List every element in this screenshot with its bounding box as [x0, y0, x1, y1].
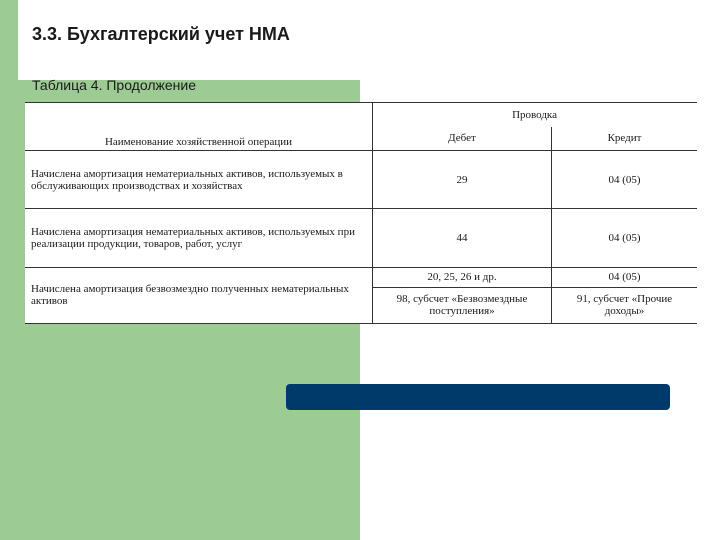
debit-cell: 29 — [373, 151, 552, 209]
credit-cell: 91, субсчет «Прочие доходы» — [576, 293, 673, 318]
credit-cell: 04 (05) — [608, 271, 641, 284]
header-debit: Дебет — [373, 127, 552, 151]
credit-cell: 04 (05) — [608, 173, 641, 186]
debit-cell: 98, субсчет «Безвозмездные поступления» — [373, 287, 552, 323]
table-caption: Таблица 4. Продолжение — [32, 77, 196, 93]
header-operation: Наименование хозяйственной операции — [25, 103, 373, 151]
operation-cell: Начислена амортизация нематериальных активов, используемых в обслуживающих производствах и хозяйствах — [25, 151, 373, 209]
table-row — [25, 209, 697, 267]
table-row — [25, 151, 697, 209]
debit-cell: 44 — [373, 209, 552, 267]
debit-cell: 20, 25, 26 и др. — [373, 267, 552, 287]
header-posting: Проводка — [512, 108, 557, 121]
operation-cell: Начислена амортизация безвозмездно полученных нематериальных активов — [25, 267, 373, 323]
slide-title: 3.3. Бухгалтерский учет НМА — [32, 24, 290, 44]
table-header-row — [25, 103, 697, 127]
accounting-table — [25, 102, 697, 324]
header-credit: Кредит — [607, 132, 642, 145]
table-row — [25, 267, 697, 287]
decorative-blue-bar — [286, 384, 670, 410]
operation-cell: Начислена амортизация нематериальных активов, используемых при реализации продукции, товаров, работ, услуг — [25, 209, 373, 267]
credit-cell: 04 (05) — [608, 232, 641, 245]
